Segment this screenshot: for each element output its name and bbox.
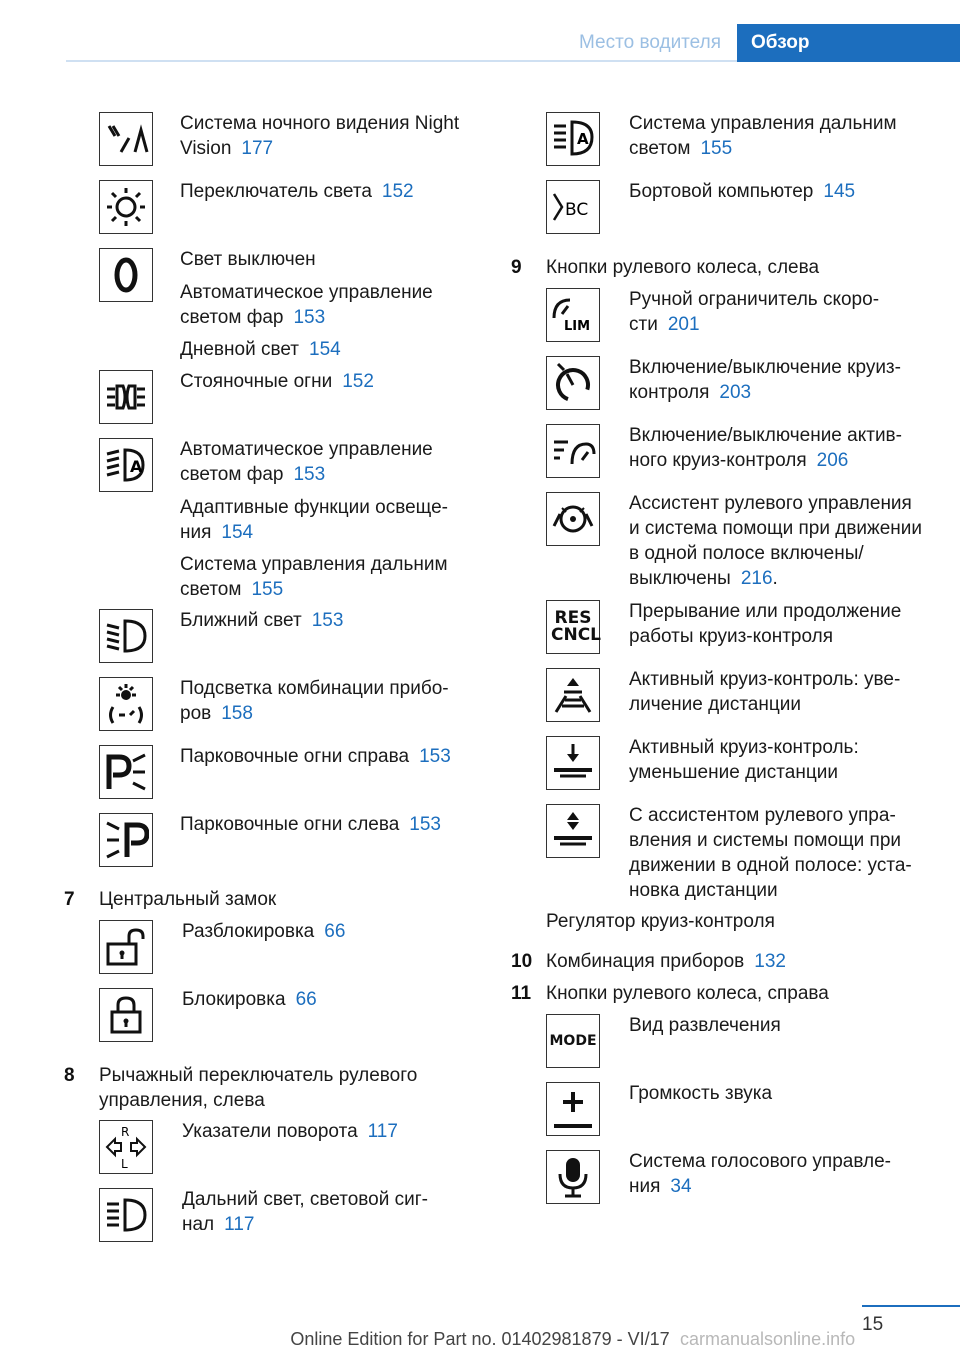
item-line: Ручной ограничитель скоро- <box>629 289 880 310</box>
item-line: Дневной свет <box>180 339 299 360</box>
active-cruise-icon <box>546 424 600 478</box>
right-top-item-0 <box>629 111 924 161</box>
item-line: Прерывание или продолжение <box>629 601 902 622</box>
item-line: Парковочные огни слева <box>180 814 400 835</box>
page-ref-link[interactable]: 117 <box>367 1121 398 1142</box>
title-line: Рычажный переключатель рулевого <box>99 1065 418 1086</box>
section-number-9: 9 <box>511 257 522 278</box>
item-line: Бортовой компьютер <box>629 181 814 202</box>
item-line: Включение/выключение круиз- <box>629 357 901 378</box>
light-switch-icon <box>99 180 153 234</box>
svg-text:R: R <box>121 1125 130 1139</box>
section8-item-0 <box>182 1119 477 1144</box>
item-line: Стояночные огни <box>180 371 333 392</box>
page-ref-link[interactable]: 203 <box>719 382 752 403</box>
tab-overview: Обзор <box>737 24 960 62</box>
page-ref-link[interactable]: 152 <box>342 371 374 392</box>
page-ref-link[interactable]: 155 <box>251 579 284 600</box>
item-line: Система управления дальним <box>180 554 448 575</box>
left-item-1 <box>180 179 475 204</box>
distance-set-icon <box>546 804 600 858</box>
section-number-10: 10 <box>511 951 533 972</box>
item-line: Свет выключен <box>180 249 316 270</box>
svg-text:BC: BC <box>565 200 589 220</box>
res-cncl-icon: RES CNCL <box>546 600 600 654</box>
item-line: ния <box>180 522 212 543</box>
item-line: Включение/выключение актив- <box>629 425 902 446</box>
section-title-11: Кнопки рулевого колеса, справа <box>546 983 829 1004</box>
distance-decrease-icon <box>546 736 600 790</box>
item-line: Активный круиз-контроль: <box>629 737 859 758</box>
night-vision-icon <box>99 112 153 166</box>
item-line: Переключатель света <box>180 181 372 202</box>
page-ref-link[interactable]: 155 <box>700 138 733 159</box>
page-ref-link[interactable]: 153 <box>311 610 344 631</box>
item-line: Система управления дальним <box>629 113 897 134</box>
section9-item-1 <box>629 355 924 405</box>
parking-lights-icon <box>99 370 153 424</box>
section9-item-6 <box>629 735 924 785</box>
page-ref-link[interactable]: 153 <box>293 464 326 485</box>
item-line: сти <box>629 314 658 335</box>
page-ref-link[interactable]: 153 <box>419 746 451 767</box>
item-line: Система голосового управле- <box>629 1151 891 1172</box>
item-line: Вид развлечения <box>629 1015 781 1036</box>
page-ref-link[interactable]: 117 <box>224 1214 255 1235</box>
item-line: работы круиз-контроля <box>629 626 833 647</box>
left-item-4 <box>180 337 475 362</box>
page-ref-link[interactable]: 34 <box>670 1176 692 1197</box>
item-line: выключены <box>629 568 731 589</box>
section9-item-7 <box>629 803 924 903</box>
cruise-control-icon <box>546 356 600 410</box>
page-ref-link[interactable]: 216 <box>740 568 773 589</box>
item-line: контроля <box>629 382 710 403</box>
auto-headlight-icon <box>99 438 153 492</box>
section-title-9: Кнопки рулевого колеса, слева <box>546 257 820 278</box>
section-label: Место водителя <box>579 32 721 53</box>
watermark: carmanualsonline.info <box>680 1329 856 1349</box>
page-ref-link[interactable]: 154 <box>309 339 341 360</box>
title-text: Комбинация приборов <box>546 951 745 972</box>
section7-item-1 <box>182 987 477 1012</box>
page-ref-link[interactable]: 201 <box>667 314 700 335</box>
item-line: С ассистентом рулевого упра- <box>629 805 896 826</box>
section-title-10 <box>546 949 786 974</box>
mode-icon: MODE <box>546 1014 600 1068</box>
section11-item-2 <box>629 1149 924 1199</box>
steering-assist-icon <box>546 492 600 546</box>
item-line: нал <box>182 1214 215 1235</box>
svg-text:A: A <box>577 130 589 148</box>
high-beam-icon <box>99 1188 153 1242</box>
section9-item-2 <box>629 423 924 473</box>
item-line: Система ночного видения Night <box>180 113 460 134</box>
left-item-3 <box>180 280 475 330</box>
left-item-10 <box>180 676 475 726</box>
page-ref-link[interactable]: 177 <box>241 138 274 159</box>
parking-right-icon <box>99 745 153 799</box>
item-line: Указатели поворота <box>182 1121 358 1142</box>
page-number: 15 <box>862 1314 884 1335</box>
left-item-11 <box>180 744 475 769</box>
item-line: светом фар <box>180 464 284 485</box>
speed-limiter-icon <box>546 288 600 342</box>
bc-icon <box>546 180 600 234</box>
page-ref-link[interactable]: 66 <box>295 989 317 1010</box>
svg-text:L: L <box>121 1157 128 1170</box>
item-line: уменьшение дистанции <box>629 762 838 783</box>
item-line: личение дистанции <box>629 694 801 715</box>
edition-text: Online Edition for Part no. 01402981879 - VI/17 <box>290 1329 670 1349</box>
item-line: Ближний свет <box>180 610 302 631</box>
item-line: Адаптивные функции освеще- <box>180 497 448 518</box>
item-line: Автоматическое управление <box>180 439 433 460</box>
section8-item-1 <box>182 1187 477 1237</box>
page-ref-link[interactable]: 154 <box>221 522 254 543</box>
item-line: светом фар <box>180 307 284 328</box>
left-item-7 <box>180 495 475 545</box>
section9-item-4 <box>629 599 924 649</box>
distance-increase-icon <box>546 668 600 722</box>
section9-item-0 <box>629 287 924 337</box>
unlock-icon <box>99 920 153 974</box>
left-item-8 <box>180 552 475 602</box>
lights-off-icon <box>99 248 153 302</box>
svg-text:LIM: LIM <box>564 319 591 334</box>
item-suffix: . <box>772 568 778 589</box>
item-line: Парковочные огни справа <box>180 746 410 767</box>
item-line: светом <box>180 579 242 600</box>
item-line: ров <box>180 703 212 724</box>
section-title-8 <box>99 1063 417 1113</box>
page-ref-link[interactable]: 66 <box>324 921 346 942</box>
low-beam-icon <box>99 609 153 663</box>
microphone-icon <box>546 1150 600 1204</box>
item-line: Блокировка <box>182 989 286 1010</box>
title-line: управления, слева <box>99 1090 265 1111</box>
item-line: новка дистанции <box>629 880 778 901</box>
item-line: ного круиз-контроля <box>629 450 807 471</box>
item-line: Дальний свет, световой сиг- <box>182 1189 428 1210</box>
section-number-7: 7 <box>64 889 75 910</box>
item-line: в одной полосе включены/ <box>629 543 864 564</box>
footer-rule <box>862 1305 960 1307</box>
section-number-8: 8 <box>64 1065 75 1086</box>
item-line: движении в одной полосе: уста- <box>629 855 912 876</box>
page-ref-link[interactable]: 145 <box>823 181 856 202</box>
page-ref-link[interactable]: 152 <box>381 181 414 202</box>
left-item-12 <box>180 812 475 837</box>
item-line: светом <box>629 138 691 159</box>
item-line: Громкость звука <box>629 1083 773 1104</box>
item-line: Ассистент рулевого управления <box>629 493 912 514</box>
section-number-11: 11 <box>511 983 532 1004</box>
parking-left-icon <box>99 813 153 867</box>
svg-text:A: A <box>130 457 143 476</box>
section-title-7: Центральный замок <box>99 889 277 910</box>
section9-footer: Регулятор круиз-контроля <box>546 911 775 932</box>
item-line: и система помощи при движении <box>629 518 923 539</box>
left-item-9 <box>180 608 475 633</box>
item-line: ния <box>629 1176 661 1197</box>
left-item-0 <box>180 111 475 161</box>
lock-icon <box>99 988 153 1042</box>
instrument-lighting-icon <box>99 677 153 731</box>
page-ref-link[interactable]: 206 <box>816 450 849 471</box>
turn-signal-icon <box>99 1120 153 1174</box>
item-line: Активный круиз-контроль: уве- <box>629 669 901 690</box>
left-item-5 <box>180 369 475 394</box>
section11-item-1 <box>629 1081 924 1106</box>
section7-item-0 <box>182 919 477 944</box>
section9-item-3 <box>629 491 924 591</box>
page-ref-link[interactable]: 153 <box>409 814 441 835</box>
page-ref-link[interactable]: 132 <box>754 951 786 972</box>
volume-icon <box>546 1082 600 1136</box>
page-ref-link[interactable]: 153 <box>293 307 326 328</box>
page-ref-link[interactable]: 158 <box>221 703 253 724</box>
item-line: вления и системы помощи при <box>629 830 902 851</box>
section9-item-5 <box>629 667 924 717</box>
item-line: Разблокировка <box>182 921 315 942</box>
item-line: Автоматическое управление <box>180 282 433 303</box>
high-beam-assist-icon <box>546 112 600 166</box>
section11-item-0 <box>629 1013 924 1038</box>
item-line: Подсветка комбинации прибо- <box>180 678 449 699</box>
right-top-item-1 <box>629 179 924 204</box>
item-line: Vision <box>180 138 232 159</box>
left-item-6 <box>180 437 475 487</box>
left-item-2 <box>180 247 475 272</box>
